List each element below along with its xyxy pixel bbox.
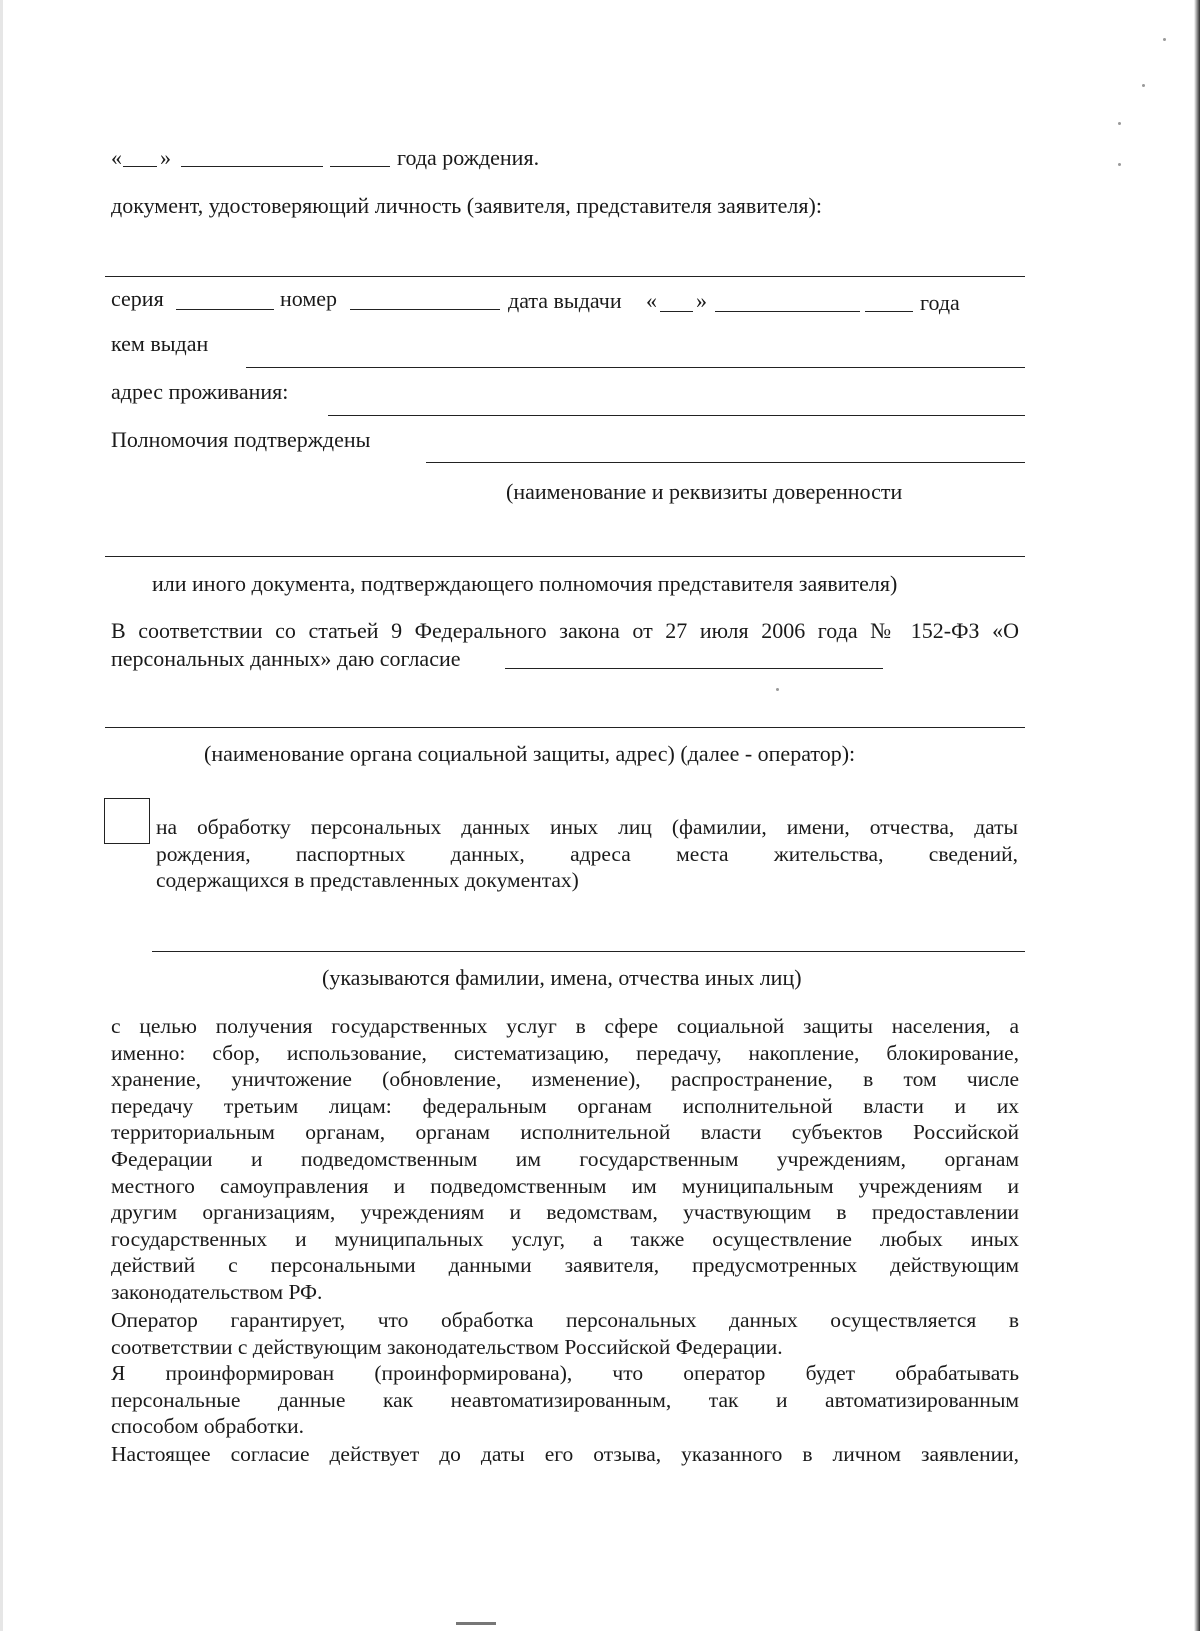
identity-doc-blank[interactable]	[105, 276, 1025, 277]
authority-doc-blank[interactable]	[105, 556, 1025, 557]
birth-quote-close: »	[160, 145, 171, 170]
other-persons-blank[interactable]	[152, 951, 1025, 952]
authority-blank[interactable]	[426, 462, 1025, 463]
purpose-line: территориальным органам, органам исполнительной власти субъектов Российской	[111, 1120, 1019, 1145]
consent-intro-line2: персональных данных» даю согласие	[111, 646, 461, 671]
scan-speck	[1118, 122, 1121, 125]
issue-year-blank[interactable]	[865, 311, 913, 312]
address-label: адрес проживания:	[111, 379, 289, 404]
purpose-line: государственных и муниципальных услуг, а также осуществление любых иных	[111, 1226, 1019, 1251]
scan-speck	[776, 688, 779, 691]
other-persons-consent-checkbox[interactable]	[104, 798, 150, 844]
issue-date-label: дата выдачи	[508, 288, 622, 313]
other-persons-caption: (указываются фамилии, имена, отчества иных лиц)	[322, 965, 802, 990]
issue-quote-open: «	[646, 288, 657, 313]
operator-address-blank[interactable]	[105, 727, 1025, 728]
operator-name-blank[interactable]	[505, 668, 883, 669]
operator-caption: (наименование органа социальной защиты, адрес) (далее - оператор):	[204, 741, 856, 766]
scan-speck	[1163, 38, 1166, 41]
guarantee-paragraph	[111, 1307, 1019, 1360]
number-blank[interactable]	[350, 309, 500, 310]
birth-month-blank[interactable]	[181, 166, 323, 167]
birth-year-blank[interactable]	[330, 166, 390, 167]
birth-year-suffix: года рождения.	[397, 145, 540, 170]
informed-line: персональные данные как неавтоматизированным, так и автоматизированным	[111, 1387, 1019, 1412]
purpose-line: передачу третьим лицам: федеральным органам исполнительной власти и их	[111, 1093, 1019, 1118]
birth-quote-open: «	[111, 145, 122, 170]
purpose-line: местного самоуправления и подведомственным им муниципальным учреждениям и	[111, 1173, 1019, 1198]
birth-day-blank[interactable]	[123, 166, 157, 167]
purpose-line: другим организациям, учреждениям и ведомствам, участвующим в предоставлении	[111, 1200, 1019, 1225]
authority-caption-2: или иного документа, подтверждающего полномочия представителя заявителя)	[152, 571, 898, 596]
validity-line: Настоящее согласие действует до даты его отзыва, указанного в личном заявлении,	[111, 1442, 1019, 1466]
purpose-line: хранение, уничтожение (обновление, изменение), распространение, в том числе	[111, 1067, 1019, 1092]
issued-by-label: кем выдан	[111, 331, 209, 356]
consent-intro-line1: В соответствии со статьей 9 Федерального закона от 27 июля 2006 года № 152-ФЗ «О	[111, 618, 1019, 643]
series-blank[interactable]	[176, 309, 274, 310]
informed-line: Я проинформирован (проинформирована), что оператор будет обрабатывать	[111, 1361, 1019, 1385]
informed-paragraph	[111, 1360, 1019, 1440]
scan-left-shadow	[0, 0, 3, 1631]
validity-paragraph	[111, 1441, 1019, 1468]
identity-doc-label: документ, удостоверяющий личность (заявителя, представителя заявителя):	[111, 193, 822, 218]
purpose-line: действий с персональными данными заявителя, предусмотренных действующим	[111, 1253, 1019, 1278]
issue-day-blank[interactable]	[660, 311, 693, 312]
guarantee-line: соответствии с действующим законодательством Российской Федерации.	[111, 1334, 783, 1359]
guarantee-line: Оператор гарантирует, что обработка персональных данных осуществляется в	[111, 1308, 1019, 1332]
authority-label: Полномочия подтверждены	[111, 427, 371, 452]
scan-right-edge	[1194, 0, 1200, 1631]
purpose-line: Федерации и подведомственным им государственным учреждениям, органам	[111, 1146, 1019, 1171]
purpose-line: законодательством РФ.	[111, 1279, 323, 1304]
address-blank[interactable]	[328, 415, 1025, 416]
series-label: серия	[111, 286, 164, 311]
issued-by-blank[interactable]	[246, 367, 1025, 368]
issue-year-label: года	[920, 290, 960, 315]
checkbox-text-line: содержащихся в представленных документах)	[156, 868, 579, 893]
issue-quote-close: »	[696, 288, 707, 313]
scan-speck	[1118, 163, 1121, 166]
authority-caption-1: (наименование и реквизиты доверенности	[506, 479, 903, 504]
scan-speck	[1142, 84, 1145, 87]
informed-line: способом обработки.	[111, 1414, 304, 1439]
other-persons-consent-text	[156, 814, 1018, 894]
purpose-paragraph	[111, 1013, 1019, 1306]
purpose-line: с целью получения государственных услуг в сфере социальной защиты населения, а	[111, 1014, 1019, 1038]
checkbox-text-line: рождения, паспортных данных, адреса места жительства, сведений,	[156, 841, 1018, 866]
checkbox-text-line: на обработку персональных данных иных лиц (фамилии, имени, отчества, даты	[156, 815, 1018, 839]
scan-bottom-mark	[456, 1622, 496, 1625]
purpose-line: именно: сбор, использование, систематизацию, передачу, накопление, блокирование,	[111, 1040, 1019, 1065]
issue-month-blank[interactable]	[715, 311, 860, 312]
number-label: номер	[280, 286, 338, 311]
